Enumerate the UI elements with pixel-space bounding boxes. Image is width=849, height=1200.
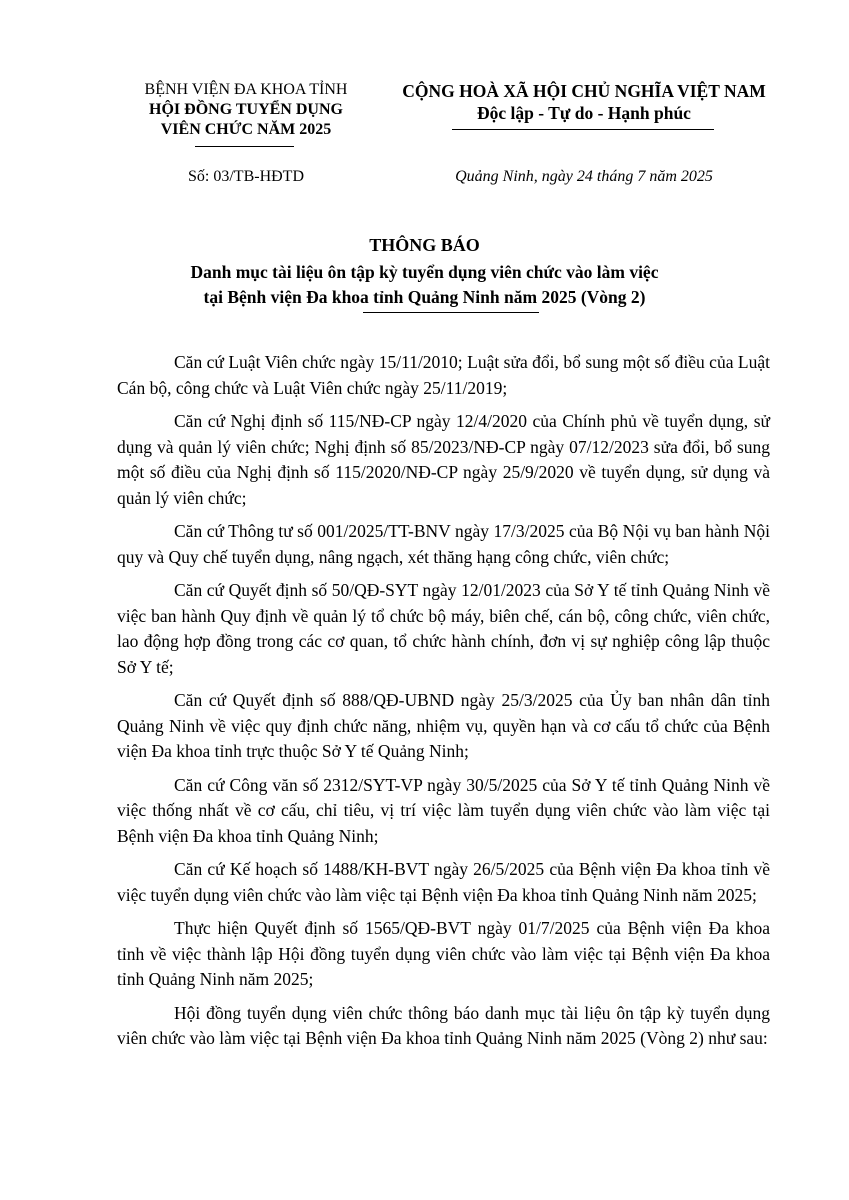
org-line-1: BỆNH VIỆN ĐA KHOA TỈNH [144,81,348,98]
org-underline [195,146,294,147]
subtitle-line-2: tại Bệnh viện Đa khoa tỉnh Quảng Ninh năm 2025 (Vòng 2) [203,287,646,307]
subtitle-line-1: Danh mục tài liệu ôn tập kỳ tuyển dụng viên chức vào làm việc [190,262,659,282]
motto-underline [452,129,714,130]
issuing-organization [104,80,388,140]
paragraph: Căn cứ Nghị định số 115/NĐ-CP ngày 12/4/2020 của Chính phủ về tuyển dụng, sử dụng và quản lý viên chức; Nghị định số 85/2023/NĐ-CP ngày 07/12/2023 sửa đổi, bổ sung một số điều của Nghị định số 115/2020/NĐ-CP ngày 25/9/2020 về tuyển dụng, sử dụng và quản lý viên chức; [117,411,770,508]
document-number: Số: 03/TB-HĐTD [188,168,304,185]
motto: Độc lập - Tự do - Hạnh phúc [477,103,691,123]
org-line-2: HỘI ĐỒNG TUYỂN DỤNG [149,101,343,118]
document-title: THÔNG BÁO [369,235,480,255]
subtitle-underline [363,312,539,313]
paragraph: Căn cứ Thông tư số 001/2025/TT-BNV ngày 17/3/2025 của Bộ Nội vụ ban hành Nội quy và Quy chế tuyển dụng, nâng ngạch, xét thăng hạng công chức, viên chức; [117,521,770,567]
country-name: CỘNG HOÀ XÃ HỘI CHỦ NGHĨA VIỆT NAM [402,81,766,101]
paragraph: Căn cứ Quyết định số 888/QĐ-UBND ngày 25/3/2025 của Ủy ban nhân dân tỉnh Quảng Ninh về việc quy định chức năng, nhiệm vụ, quyền hạn và cơ cấu tổ chức của Bệnh viện Đa khoa tỉnh trực thuộc Sở Y tế Quảng Ninh; [117,690,770,761]
document-subtitle [0,260,849,310]
org-line-3: VIÊN CHỨC NĂM 2025 [160,121,332,138]
place-and-date: Quảng Ninh, ngày 24 tháng 7 năm 2025 [455,168,713,185]
paragraph: Căn cứ Kế hoạch số 1488/KH-BVT ngày 26/5/2025 của Bệnh viện Đa khoa tỉnh về việc tuyển dụng viên chức vào làm việc tại Bệnh viện Đa khoa tỉnh Quảng Ninh năm 2025; [117,859,770,905]
document-body [117,350,770,1060]
paragraph: Thực hiện Quyết định số 1565/QĐ-BVT ngày 01/7/2025 của Bệnh viện Đa khoa tỉnh về việc thành lập Hội đồng tuyển dụng viên chức vào làm việc tại Bệnh viện Đa khoa tỉnh Quảng Ninh năm 2025; [117,918,770,989]
paragraph: Căn cứ Luật Viên chức ngày 15/11/2010; Luật sửa đổi, bổ sung một số điều của Luật Cán bộ, công chức và Luật Viên chức ngày 25/11/2019; [117,352,770,398]
paragraph: Căn cứ Công văn số 2312/SYT-VP ngày 30/5/2025 của Sở Y tế tỉnh Quảng Ninh về việc thống nhất về cơ cấu, chỉ tiêu, vị trí việc làm tuyển dụng viên chức vào làm việc tại Bệnh viện Đa khoa tỉnh Quảng Ninh; [117,774,770,846]
paragraph: Hội đồng tuyển dụng viên chức thông báo danh mục tài liệu ôn tập kỳ tuyển dụng viên chức vào làm việc tại Bệnh viện Đa khoa tỉnh Quảng Ninh năm 2025 (Vòng 2) như sau: [117,1002,770,1048]
national-motto [384,80,784,124]
paragraph: Căn cứ Quyết định số 50/QĐ-SYT ngày 12/01/2023 của Sở Y tế tỉnh Quảng Ninh về việc ban hành Quy định về quản lý tổ chức bộ máy, biên chế, cán bộ, công chức, viên chức, lao động hợp đồng trong các cơ quan, tổ chức hành chính, đơn vị sự nghiệp công lập thuộc Sở Y tế; [117,580,770,677]
